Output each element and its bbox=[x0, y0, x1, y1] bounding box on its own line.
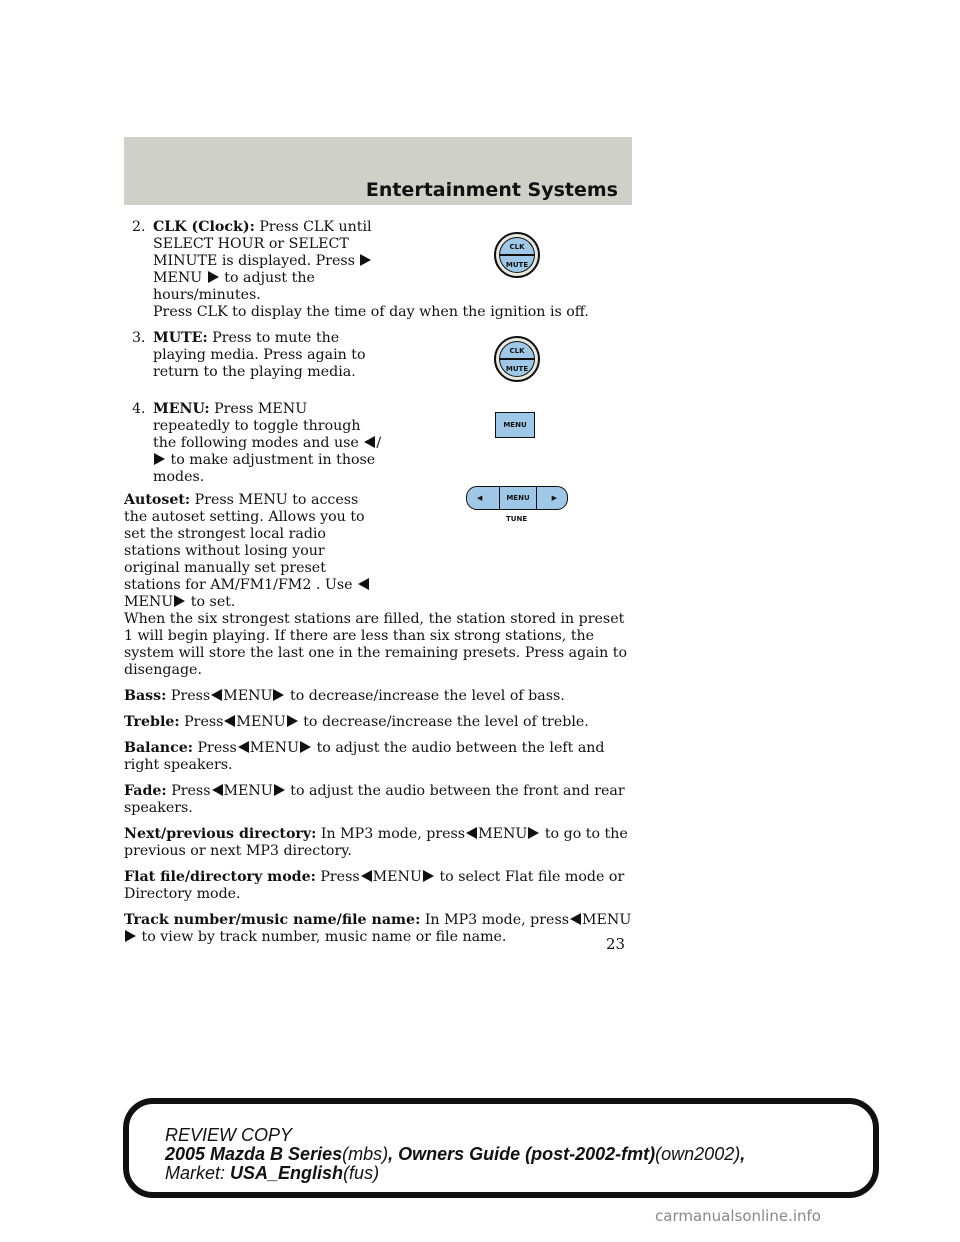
review-copy-text bbox=[165, 1126, 745, 1183]
setting-title: Flat file/directory mode: bbox=[124, 869, 316, 885]
right-arrow-icon bbox=[174, 595, 185, 607]
menu-text: MENU bbox=[249, 740, 300, 756]
review-model-code: (mbs) bbox=[342, 1144, 389, 1164]
item-clk bbox=[124, 219, 632, 321]
right-arrow-icon bbox=[423, 870, 434, 882]
left-arrow-icon bbox=[570, 913, 581, 925]
item-number: 4. bbox=[132, 401, 146, 417]
item-text bbox=[153, 219, 408, 304]
autoset-text-2: to set. bbox=[190, 594, 236, 610]
setting-title: Bass: bbox=[124, 688, 167, 704]
setting-directory bbox=[124, 826, 632, 860]
item-body: Press CLK until SELECT HOUR or SELECT MINUTE is displayed. Press bbox=[153, 219, 372, 269]
watermark: carmanualsonline.info bbox=[655, 1207, 821, 1225]
header-band bbox=[124, 137, 632, 205]
autoset-title: Autoset: bbox=[124, 492, 191, 508]
right-arrow-icon bbox=[287, 715, 298, 727]
setting-post: to adjust the audio between the left and right speakers. bbox=[124, 740, 605, 773]
left-arrow-icon bbox=[466, 827, 477, 839]
review-comma: , bbox=[740, 1144, 746, 1164]
menu-text: MENU bbox=[478, 826, 528, 842]
review-label: REVIEW COPY bbox=[165, 1125, 293, 1145]
item-menu bbox=[124, 401, 632, 486]
setting-post: to decrease/increase the level of treble. bbox=[303, 714, 589, 730]
menu-text: MENU bbox=[236, 714, 286, 730]
tune-left-arrow-icon: ◀ bbox=[477, 494, 483, 502]
setting-title: Fade: bbox=[124, 783, 167, 799]
setting-flat-file bbox=[124, 869, 632, 903]
menu-text: MENU bbox=[153, 270, 203, 286]
item-body-2: to adjust the hours/minutes. bbox=[153, 270, 315, 303]
setting-post: to adjust the audio between the front and rear speakers. bbox=[124, 783, 625, 816]
review-guide: , Owners Guide (post-2002-fmt) bbox=[388, 1144, 656, 1164]
clk-label: CLK bbox=[499, 237, 535, 255]
left-arrow-icon bbox=[238, 741, 249, 753]
setting-title: Next/previous directory: bbox=[124, 826, 317, 842]
right-arrow-icon bbox=[125, 930, 136, 942]
review-model: 2005 Mazda B Series bbox=[165, 1144, 343, 1164]
left-arrow-icon bbox=[211, 689, 222, 701]
autoset-intro bbox=[124, 492, 384, 611]
left-arrow-icon bbox=[212, 784, 223, 796]
setting-post: to view by track number, music name or file name. bbox=[141, 929, 507, 945]
setting-title: Treble: bbox=[124, 714, 180, 730]
autoset-note: When the six strongest stations are filled, the station stored in preset 1 will begin playing. If there are less than six strong stations, the system will store the last one in the remaining presets. Press again to disengage. bbox=[124, 611, 628, 678]
clk-label-2: CLK bbox=[499, 341, 535, 359]
item-body: Press MENU repeatedly to toggle through the following modes and use bbox=[153, 401, 361, 451]
mute-label-2: MUTE bbox=[499, 359, 535, 377]
item-number: 2. bbox=[132, 219, 146, 235]
left-arrow-icon bbox=[364, 436, 375, 448]
item-number: 3. bbox=[132, 330, 146, 346]
menu-text: MENU bbox=[582, 912, 632, 928]
setting-pre: Press bbox=[197, 740, 237, 756]
section-title: Entertainment Systems bbox=[365, 179, 618, 201]
right-arrow-icon bbox=[360, 254, 371, 266]
setting-pre: Press bbox=[171, 783, 211, 799]
menu-text: MENU bbox=[124, 594, 174, 610]
item-title: MENU: bbox=[153, 401, 210, 417]
left-arrow-icon bbox=[361, 870, 372, 882]
item-body-2: to make adjustment in those modes. bbox=[153, 452, 376, 485]
right-arrow-icon bbox=[274, 784, 285, 796]
mute-label: MUTE bbox=[499, 255, 535, 273]
menu-text: MENU bbox=[223, 688, 273, 704]
tune-right-arrow-icon: ▶ bbox=[551, 494, 557, 502]
setting-pre: Press bbox=[170, 688, 211, 704]
item-body: Press to mute the playing media. Press again to return to the playing media. bbox=[153, 330, 366, 380]
setting-pre: Press bbox=[184, 714, 224, 730]
autoset-text: Press MENU to access the autoset setting. Allows you to set the strongest local radio stations without losing your original manually set preset stations for AM/FM1/FM2 . Use bbox=[124, 492, 365, 593]
review-market: USA_English bbox=[230, 1163, 344, 1183]
right-arrow-icon bbox=[528, 827, 539, 839]
setting-track-number bbox=[124, 912, 632, 946]
setting-treble bbox=[124, 714, 632, 731]
setting-pre: Press bbox=[320, 869, 360, 885]
left-arrow-icon bbox=[358, 578, 369, 590]
review-copy-box bbox=[123, 1098, 879, 1198]
setting-bass bbox=[124, 688, 632, 705]
right-arrow-icon bbox=[208, 271, 219, 283]
review-market-label: Market: bbox=[165, 1163, 226, 1183]
right-arrow-icon bbox=[154, 453, 165, 465]
setting-pre: In MP3 mode, press bbox=[424, 912, 570, 928]
item-note: Press CLK to display the time of day when the ignition is off. bbox=[153, 304, 589, 320]
menu-text: MENU bbox=[372, 869, 422, 885]
item-title: MUTE: bbox=[153, 330, 208, 346]
item-text bbox=[153, 401, 383, 486]
setting-post: to go to the previous or next MP3 directory. bbox=[124, 826, 628, 859]
autoset-section bbox=[124, 492, 632, 679]
setting-title: Track number/music name/file name: bbox=[124, 912, 421, 928]
review-guide-code: (own2002) bbox=[655, 1144, 741, 1164]
page-content bbox=[124, 219, 632, 946]
right-arrow-icon bbox=[300, 741, 311, 753]
item-title: CLK (Clock): bbox=[153, 219, 255, 235]
setting-pre: In MP3 mode, press bbox=[320, 826, 466, 842]
setting-balance bbox=[124, 740, 632, 774]
tune-label: TUNE bbox=[506, 515, 528, 523]
item-text bbox=[153, 330, 383, 381]
setting-post: to select Flat file mode or Directory mode. bbox=[124, 869, 625, 902]
right-arrow-icon bbox=[273, 689, 284, 701]
setting-title: Balance: bbox=[124, 740, 193, 756]
setting-post: to decrease/increase the level of bass. bbox=[290, 688, 565, 704]
page-number: 23 bbox=[606, 935, 626, 953]
left-arrow-icon bbox=[224, 715, 235, 727]
setting-fade bbox=[124, 783, 632, 817]
tune-menu-label: MENU bbox=[499, 487, 537, 509]
slash: / bbox=[376, 435, 382, 451]
menu-text: MENU bbox=[223, 783, 273, 799]
menu-button-icon: MENU bbox=[495, 412, 535, 438]
item-mute bbox=[124, 330, 632, 381]
review-market-code: (fus) bbox=[343, 1163, 380, 1183]
